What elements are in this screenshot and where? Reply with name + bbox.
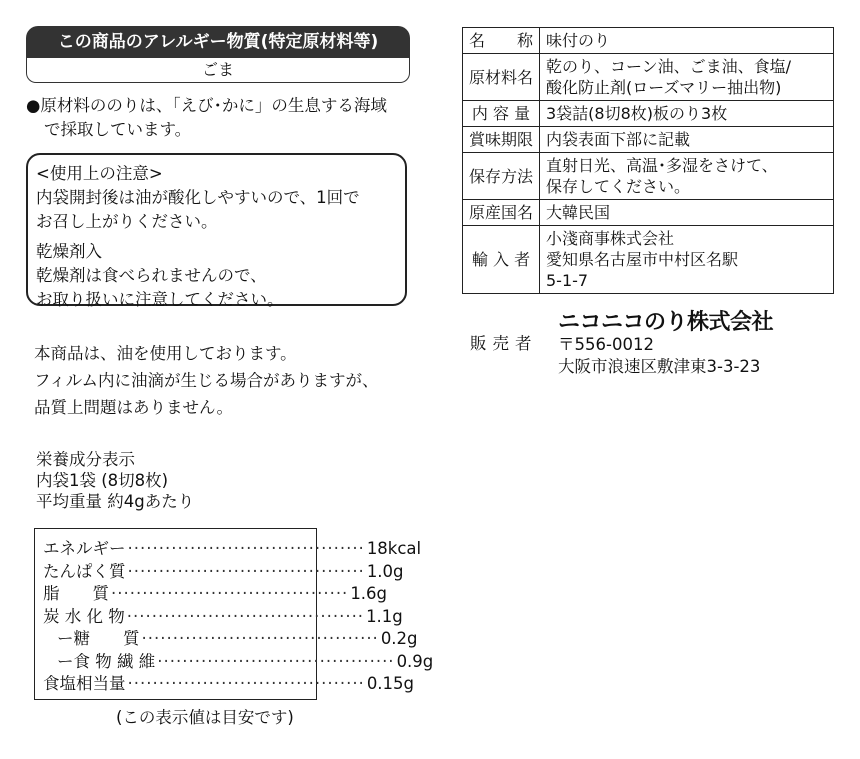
- seller-address: 大阪市浪速区敷津東3-3-23: [558, 357, 761, 376]
- nutrition-table: [34, 528, 434, 700]
- nutrition-heading: [36, 449, 336, 512]
- nutrition-row: エネルギー ······································ 18kcal: [43, 535, 308, 558]
- nutrition-title: 栄養成分表示: [36, 450, 135, 469]
- bullet-mark: ●: [26, 96, 41, 115]
- nutrient-value: 0.9g: [396, 651, 434, 671]
- nutrient-label: ー食 物 繊 維: [57, 651, 156, 671]
- oil-note-line2: フィルム内に油滴が生じる場合がありますが、: [34, 371, 379, 390]
- nutrient-value: 0.2g: [380, 629, 418, 648]
- product-spec-table: [462, 27, 834, 294]
- nutrient-value: 0.15g: [366, 674, 415, 693]
- spec-key: 賞味期限: [463, 127, 540, 153]
- nutrition-row: 食塩相当量 ······································ 0.15g: [43, 670, 308, 693]
- origin-note-line1: 原材料ののりは、「えび･かに」の生息する海域: [40, 96, 387, 115]
- seller-name: ニコニコのり株式会社: [558, 310, 774, 335]
- nutrient-label: 炭 水 化 物: [43, 606, 125, 626]
- seller-label: 販売者: [470, 334, 538, 353]
- caution-title: <使用上の注意>: [36, 164, 163, 183]
- nutrition-weight: 平均重量 約4gあたり: [36, 492, 195, 511]
- oil-note-line3: 品質上問題はありません。: [34, 398, 233, 417]
- caution-line1: 内袋開封後は油が酸化しやすいので、1回で: [36, 188, 360, 207]
- spec-key: 名 称: [463, 28, 540, 54]
- spec-value: 小淺商事株式会社 愛知県名古屋市中村区名駅 5-1-7: [540, 226, 834, 294]
- spec-row: [463, 54, 834, 101]
- caution-line3: 乾燥剤は食べられませんので、: [36, 266, 267, 285]
- origin-note-line2: で採取しています。: [44, 120, 192, 139]
- seaweed-origin-note: [26, 94, 426, 142]
- spec-value: 大韓民国: [540, 200, 834, 226]
- nutrient-label: たんぱく質: [43, 561, 126, 581]
- spec-value: 味付のり: [540, 28, 834, 54]
- nutrient-value: 1.6g: [350, 584, 388, 603]
- nutrition-row: 脂 質 ······································ 1.6g: [43, 580, 308, 603]
- allergen-value: ごま: [26, 58, 410, 83]
- caution-line4: お取り扱いに注意してください。: [36, 290, 284, 309]
- caution-line2: お召し上がりください。: [36, 212, 218, 231]
- spec-row: [463, 127, 834, 153]
- spec-value: 3袋詰(8切8枚)板のり3枚: [540, 101, 834, 127]
- oil-note: [34, 340, 434, 421]
- spec-key: 輸 入 者: [463, 226, 540, 294]
- nutrition-footnote: (この表示値は目安です): [116, 708, 294, 727]
- spec-key: 内 容 量: [463, 101, 540, 127]
- nutrient-value: 1.1g: [366, 606, 403, 626]
- spec-key: 保存方法: [463, 153, 540, 200]
- nutrient-value: 1.0g: [366, 561, 404, 581]
- spec-key: 原材料名: [463, 54, 540, 101]
- nutrient-label: エネルギー: [43, 539, 126, 558]
- oil-note-line1: 本商品は、油を使用しております。: [34, 344, 297, 363]
- nutrient-label: 食塩相当量: [43, 674, 126, 693]
- nutrition-row: ー糖 質 ······································ 0.2g: [43, 625, 308, 648]
- spec-row: [463, 101, 834, 127]
- spec-row: [463, 153, 834, 200]
- nutrition-row: ー食 物 繊 維 ······································ 0.9g: [43, 648, 308, 671]
- nutrient-label: ー糖 質: [57, 629, 140, 648]
- usage-caution-box: [26, 153, 407, 309]
- spec-key: 原産国名: [463, 200, 540, 226]
- nutrition-row: 炭 水 化 物 ······································ 1.1g: [43, 603, 308, 626]
- nutrient-value: 18kcal: [366, 539, 422, 558]
- nutrient-label: 脂 質: [43, 584, 109, 603]
- spec-row: [463, 226, 834, 294]
- nutrition-serving: 内袋1袋 (8切8枚): [36, 471, 169, 490]
- nutrition-row: たんぱく質 ······································ 1.0g: [43, 558, 308, 581]
- spec-value: 乾のり、コーン油、ごま油、食塩/ 酸化防止剤(ローズマリー抽出物): [540, 54, 834, 101]
- desiccant-title: 乾燥剤入: [36, 242, 102, 261]
- spec-value: 直射日光、高温･多湿をさけて、 保存してください。: [540, 153, 834, 200]
- seller-zip: 〒556-0012: [558, 335, 654, 354]
- spec-row: [463, 28, 834, 54]
- allergen-header: この商品のアレルギー物質(特定原材料等): [26, 26, 410, 58]
- spec-value: 内袋表面下部に記載: [540, 127, 834, 153]
- allergen-box: [26, 26, 410, 84]
- spec-row: [463, 200, 834, 226]
